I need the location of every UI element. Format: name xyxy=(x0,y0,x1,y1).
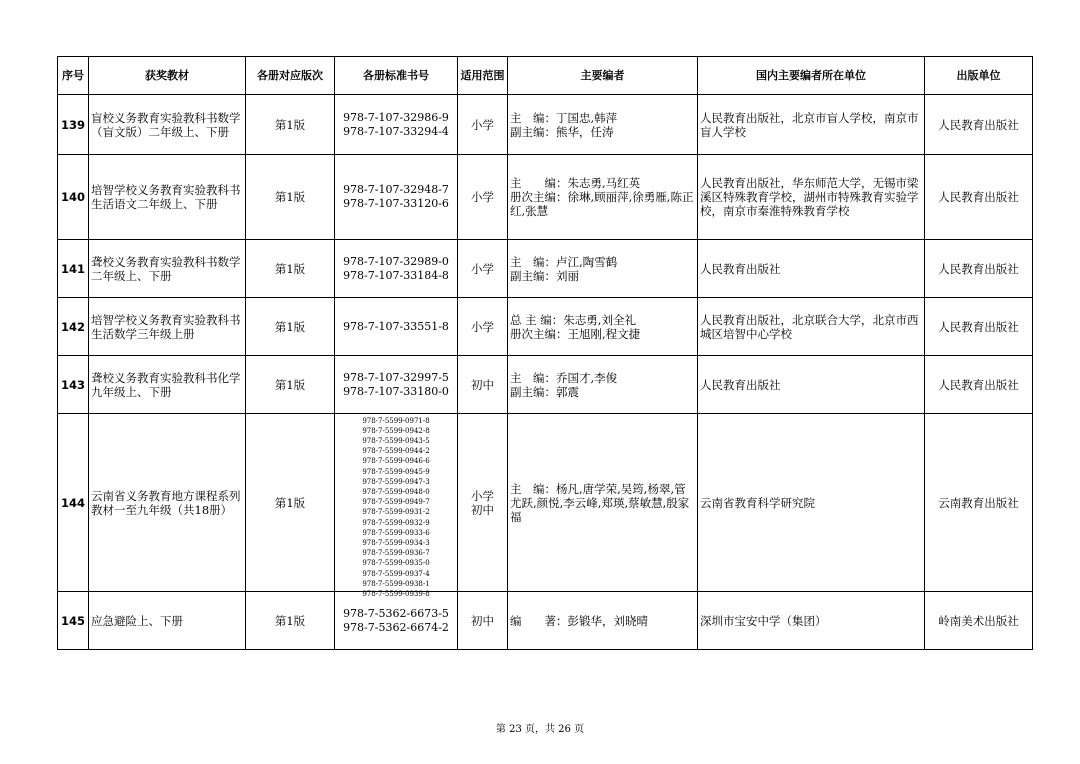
row-scope xyxy=(458,414,508,592)
editors-line: 副主编：刘丽 xyxy=(510,268,579,283)
header-text-line: 适用 xyxy=(460,69,483,82)
row-edition: 第1版 xyxy=(246,414,335,592)
header-seq: 序号 xyxy=(58,57,89,95)
page-footer: 第 23 页，共 26 页 xyxy=(495,724,585,735)
row-units: 人民教育出版社，北京市盲人学校，南京市盲人学校 xyxy=(698,95,925,155)
row-scope xyxy=(458,592,508,650)
header-scope xyxy=(458,57,508,95)
isbn-line: 978-7-5599-0939-8 xyxy=(362,589,430,598)
isbn-line: 978-7-5599-0943-5 xyxy=(362,436,430,445)
row-scope xyxy=(458,298,508,356)
row-isbn xyxy=(335,155,458,240)
isbn-line: 978-7-5362-6674-2 xyxy=(343,620,449,634)
row-title: 培智学校义务教育实验教科书生活语文二年级上、下册 xyxy=(89,155,246,240)
row-editors xyxy=(508,298,698,356)
header-title: 获奖教材 xyxy=(89,57,246,95)
row-editors xyxy=(508,155,698,240)
editors-line: 主 编：丁国忠,韩萍 xyxy=(510,110,618,125)
scope-line: 小学 xyxy=(471,117,494,132)
table-row xyxy=(58,95,1033,155)
row-units: 人民教育出版社 xyxy=(698,356,925,414)
isbn-line: 978-7-107-33294-4 xyxy=(343,124,449,138)
isbn-line: 978-7-5599-0937-4 xyxy=(362,569,430,578)
row-seq: 145 xyxy=(58,592,89,650)
isbn-line: 978-7-5599-0942-8 xyxy=(362,426,430,435)
editors-line: 副主编：郭震 xyxy=(510,384,579,399)
scope-line: 初中 xyxy=(471,613,494,628)
isbn-line: 978-7-5599-0948-0 xyxy=(362,487,430,496)
row-title: 应急避险上、下册 xyxy=(89,592,246,650)
isbn-line: 978-7-5599-0945-9 xyxy=(362,467,430,476)
row-editors xyxy=(508,356,698,414)
row-publisher: 人民教育出版社 xyxy=(925,298,1033,356)
row-editors xyxy=(508,240,698,298)
isbn-line: 978-7-107-33180-0 xyxy=(343,384,449,398)
row-units: 云南省教育科学研究院 xyxy=(698,414,925,592)
row-title: 聋校义务教育实验教科书化学九年级上、下册 xyxy=(89,356,246,414)
row-publisher: 岭南美术出版社 xyxy=(925,592,1033,650)
isbn-line: 978-7-107-32989-0 xyxy=(343,254,449,268)
row-edition: 第1版 xyxy=(246,356,335,414)
isbn-line: 978-7-5599-0934-3 xyxy=(362,538,430,547)
row-units: 人民教育出版社 xyxy=(698,240,925,298)
editors-line: 主 编：卢江,陶雪鹤 xyxy=(510,254,618,269)
table-row xyxy=(58,240,1033,298)
table-row xyxy=(58,592,1033,650)
isbn-line: 978-7-5362-6673-5 xyxy=(343,606,449,620)
row-seq: 141 xyxy=(58,240,89,298)
row-units: 人民教育出版社，北京联合大学，北京市西城区培智中心学校 xyxy=(698,298,925,356)
row-title: 云南省义务教育地方课程系列教材一至九年级（共18册） xyxy=(89,414,246,592)
isbn-line: 978-7-107-32948-7 xyxy=(343,183,449,196)
isbn-line: 978-7-5599-0971-8 xyxy=(362,416,430,425)
row-editors xyxy=(508,95,698,155)
row-isbn xyxy=(335,95,458,155)
scope-line: 小学 xyxy=(471,319,494,334)
isbn-line: 978-7-5599-0949-7 xyxy=(362,498,430,507)
header-editors: 主要编者 xyxy=(508,57,698,95)
row-publisher: 人民教育出版社 xyxy=(925,240,1033,298)
isbn-line: 978-7-5599-0947-3 xyxy=(362,477,430,486)
isbn-line: 978-7-5599-0938-1 xyxy=(362,579,430,588)
editors-line: 总 主 编：朱志勇,刘全礼 xyxy=(510,312,636,327)
isbn-line: 978-7-5599-0946-6 xyxy=(362,457,430,466)
table-body xyxy=(58,95,1033,650)
row-isbn xyxy=(335,240,458,298)
scope-line: 小学 xyxy=(471,488,494,503)
table-row xyxy=(58,298,1033,356)
row-seq: 139 xyxy=(58,95,89,155)
isbn-line: 978-7-5599-0944-2 xyxy=(362,447,430,456)
scope-line: 小学 xyxy=(471,261,494,276)
editors-line: 主 编：朱志勇,马红英 xyxy=(510,176,641,190)
row-title: 培智学校义务教育实验教科书生活数学三年级上册 xyxy=(89,298,246,356)
isbn-line: 978-7-5599-0936-7 xyxy=(362,549,430,558)
row-scope xyxy=(458,95,508,155)
editors-line: 副主编：熊华，任涛 xyxy=(510,124,614,139)
awards-table xyxy=(57,56,1033,650)
scope-line: 小学 xyxy=(471,190,494,204)
header-isbn: 各册标准书号 xyxy=(335,57,458,95)
editors-line: 册次主编：王旭刚,程文捷 xyxy=(510,326,641,341)
row-seq: 144 xyxy=(58,414,89,592)
row-edition: 第1版 xyxy=(246,298,335,356)
header-text-line: 范围 xyxy=(482,69,505,82)
header-publisher: 出版单位 xyxy=(925,57,1033,95)
row-units: 深圳市宝安中学（集团） xyxy=(698,592,925,650)
editors-line: 编 著：彭锻华，刘晓晴 xyxy=(510,613,648,628)
isbn-line: 978-7-107-33184-8 xyxy=(343,268,449,282)
row-isbn xyxy=(335,414,458,598)
header-edition: 各册对应版次 xyxy=(246,57,335,95)
row-editors xyxy=(508,592,698,650)
editors-line: 册次主编：徐琳,顾丽萍,徐勇雁,陈正红,张慧 xyxy=(510,190,694,218)
row-title: 聋校义务教育实验教科书数学二年级上、下册 xyxy=(89,240,246,298)
scope-line: 初中 xyxy=(471,377,494,392)
isbn-line: 978-7-107-32997-5 xyxy=(343,370,449,384)
editors-line: 主 编：杨凡,唐学荣,吴筠,杨翠,管尤跃,颜悦,李云峰,郑瑛,蔡敏慧,殷家福 xyxy=(510,481,690,524)
row-isbn xyxy=(335,356,458,414)
header-units: 国内主要编者所在单位 xyxy=(698,57,925,95)
row-edition: 第1版 xyxy=(246,155,335,240)
row-seq: 140 xyxy=(58,155,89,240)
row-edition: 第1版 xyxy=(246,95,335,155)
scope-line: 初中 xyxy=(471,502,494,517)
row-publisher: 人民教育出版社 xyxy=(925,356,1033,414)
row-scope xyxy=(458,155,508,240)
header-row xyxy=(58,57,1033,95)
isbn-list xyxy=(337,416,455,598)
isbn-line: 978-7-5599-0932-9 xyxy=(362,518,430,527)
row-seq: 142 xyxy=(58,298,89,356)
isbn-line: 978-7-5599-0935-0 xyxy=(362,559,430,568)
isbn-line: 978-7-107-32986-9 xyxy=(343,110,449,124)
row-isbn xyxy=(335,298,458,356)
row-units: 人民教育出版社，华东师范大学，无锡市梁溪区特殊教育学校，湖州市特殊教育实验学校，南京市秦淮特殊教育学校 xyxy=(698,155,925,240)
table-row xyxy=(58,414,1033,592)
isbn-line: 978-7-107-33120-6 xyxy=(343,197,449,210)
table-row xyxy=(58,155,1033,240)
row-publisher: 云南教育出版社 xyxy=(925,414,1033,592)
row-editors xyxy=(508,414,698,592)
row-edition: 第1版 xyxy=(246,592,335,650)
row-isbn xyxy=(335,592,458,650)
isbn-line: 978-7-107-33551-8 xyxy=(343,319,449,333)
row-seq: 143 xyxy=(58,356,89,414)
isbn-line: 978-7-5599-0931-2 xyxy=(362,508,430,517)
row-scope xyxy=(458,356,508,414)
row-title: 盲校义务教育实验教科书数学（盲文版）二年级上、下册 xyxy=(89,95,246,155)
editors-line: 主 编：乔国才,李俊 xyxy=(510,370,618,385)
isbn-line: 978-7-5599-0933-6 xyxy=(362,528,430,537)
row-publisher: 人民教育出版社 xyxy=(925,155,1033,240)
table-row xyxy=(58,356,1033,414)
row-publisher: 人民教育出版社 xyxy=(925,95,1033,155)
row-scope xyxy=(458,240,508,298)
row-edition: 第1版 xyxy=(246,240,335,298)
